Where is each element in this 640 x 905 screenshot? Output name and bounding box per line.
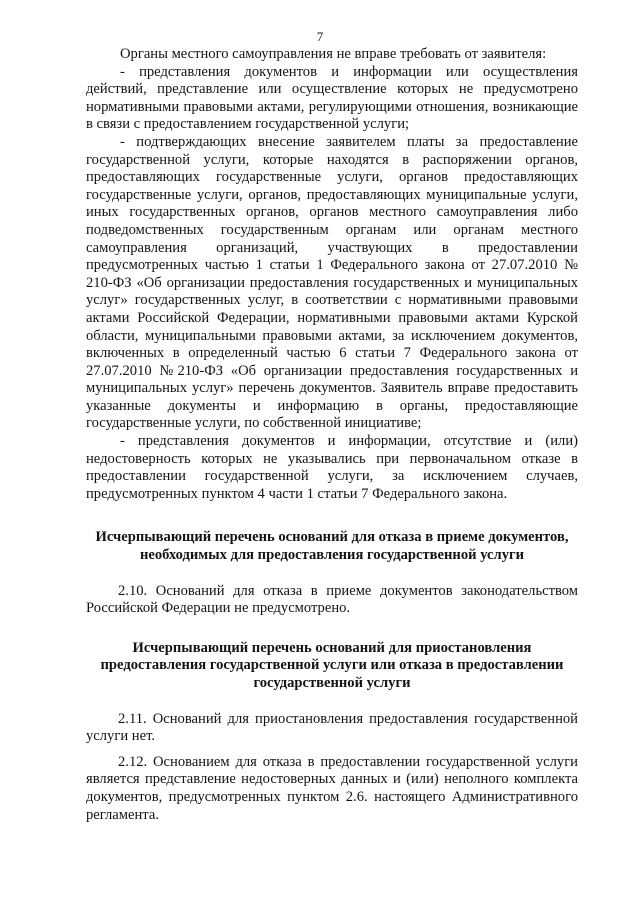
section-heading-refusal-acceptance: Исчерпывающий перечень оснований для отказа в приеме документов, необходимых для предоставления государственной услуги bbox=[95, 529, 569, 564]
body-text bbox=[86, 46, 578, 824]
list-item-requirement-2: - подтверждающих внесение заявителем платы за предоставление государственной услуги, которые находятся в распоряжении органов, предоставляющих государственные услуги, органов предоставляющих государственные услуги, органов, предоставляющих муниципальные услуги, иных государственных органов, органов местного самоуправления либо подведомственных государственным органам или органам местного самоуправления организаций, участвующих в предоставлении предусмотренных частью 1 статьи 1 Федерального закона от 27.07.2010 № 210-ФЗ «Об организации предоставления государственных и муниципальных услуг» государственных услуг, в соответствии с нормативными правовыми актами Российской Федерации, нормативными правовыми актами Курской области, муниципальными правовыми актами, за исключением документов, включенных в определенный частью 6 статьи 7 Федерального закона от 27.07.2010 №210-ФЗ «Об организации предоставления государственных и муниципальных услуг» перечень документов. Заявитель вправе предоставить указанные документы и информацию в органы, предоставляющие государственные услуги, по собственной инициативе; bbox=[86, 133, 578, 432]
paragraph-2-11: 2.11. Оснований для приостановления предоставления государственной услуги нет. bbox=[86, 710, 578, 745]
list-item-requirement-1: - представления документов и информации или осуществления действий, представление или осуществление которых не предусмотрено нормативными правовыми актами, регулирующими отношения, возникающие в связи с предоставлением государственной услуги; bbox=[86, 63, 578, 133]
intro-paragraph: Органы местного самоуправления не вправе требовать от заявителя: bbox=[120, 46, 547, 62]
paragraph-2-12: 2.12. Основанием для отказа в предоставлении государственной услуги является представление недостоверных данных и (или) неполного комплекта документов, предусмотренных пунктом 2.6. настоящего Административного регламента. bbox=[86, 753, 578, 823]
section-heading-suspension-refusal: Исчерпывающий перечень оснований для приостановления предоставления государственной услуги или отказа в предоставлении государственной услуги bbox=[100, 639, 564, 691]
paragraph-2-10: 2.10. Оснований для отказа в приеме документов законодательством Российской Федерации не предусмотрено. bbox=[86, 582, 578, 617]
page-number: 7 bbox=[316, 29, 324, 44]
list-item-requirement-3: - представления документов и информации, отсутствие и (или) недостоверность которых не указывались при первоначальном отказе в предоставлении государственной услуги, за исключением случаев, предусмотренных пунктом 4 части 1 статьи 7 Федерального закона. bbox=[86, 433, 578, 502]
